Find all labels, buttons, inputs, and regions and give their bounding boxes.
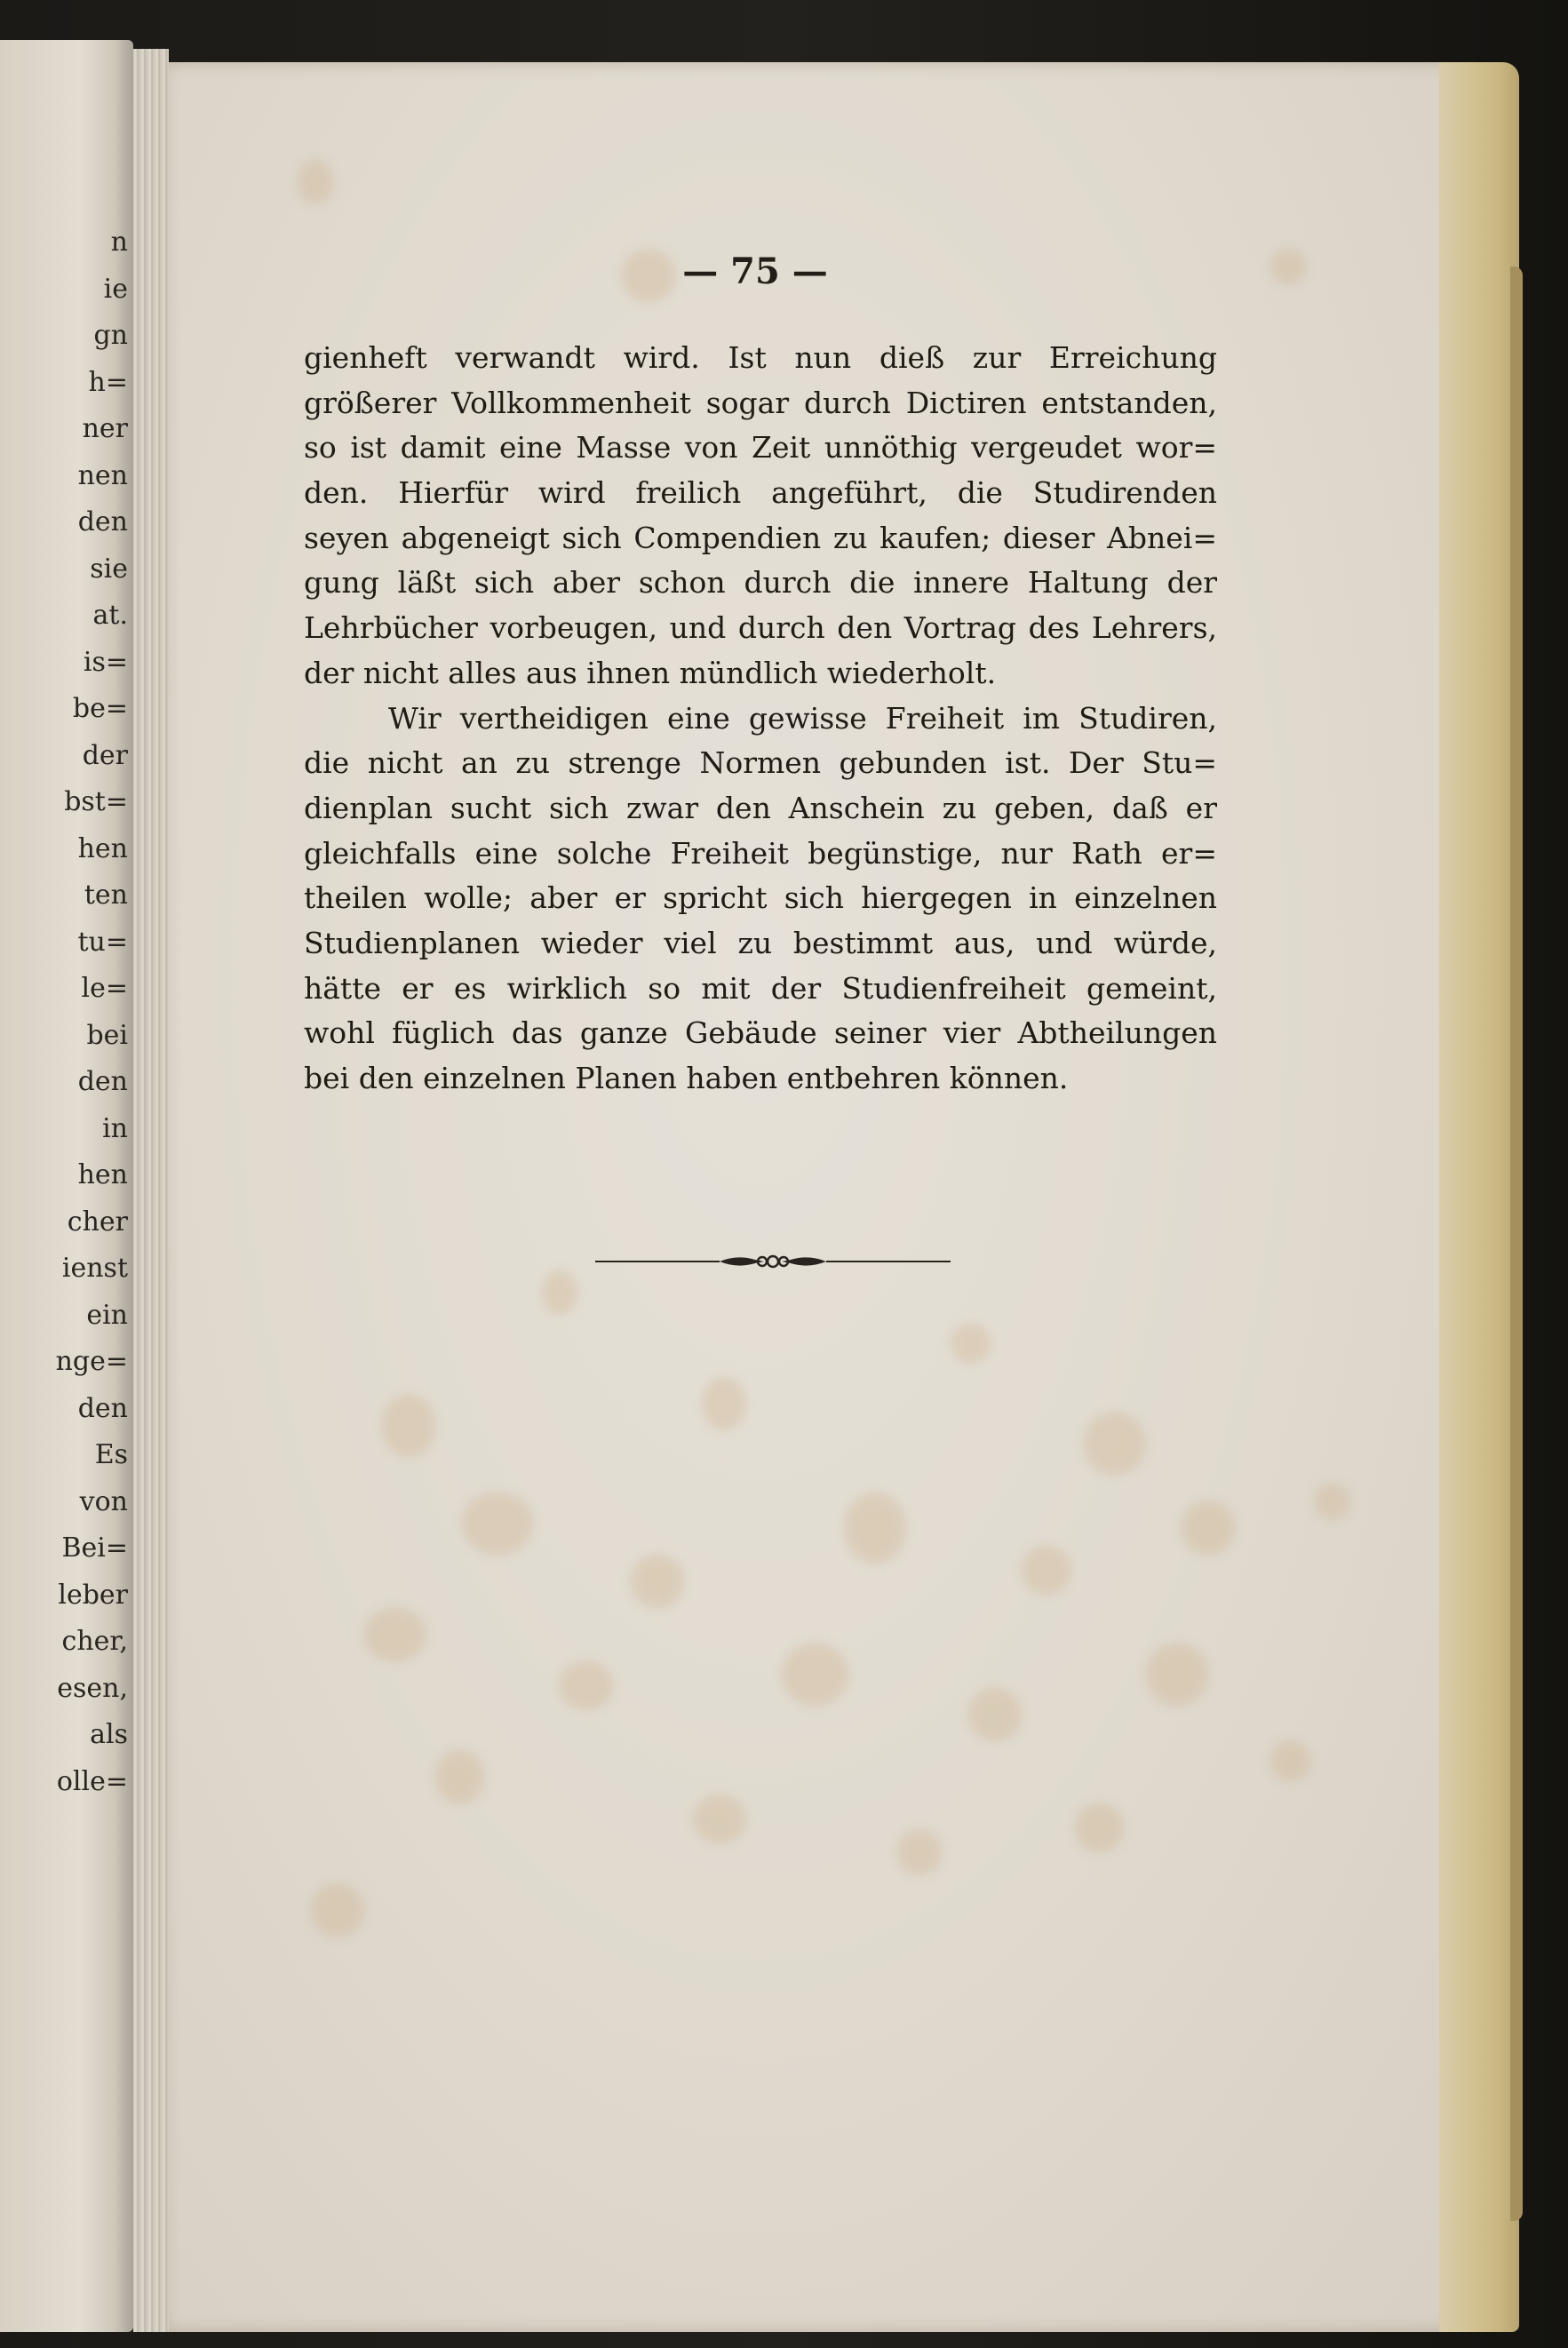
page-stack-edges (133, 49, 169, 2332)
text-line: gienheft verwandt wird. Ist nun dieß zur Erreichung (304, 340, 1217, 375)
text-line: gung läßt sich aber schon durch die innere Haltung der (304, 565, 1217, 601)
foxing-spot (897, 1830, 942, 1874)
foxing-spot (1084, 1413, 1146, 1475)
previous-page-fragment: esen, (57, 1672, 128, 1704)
previous-page-fragment: hen (77, 1159, 128, 1190)
previous-page-fragment: in (102, 1112, 128, 1144)
foxing-spot (560, 1661, 613, 1710)
foxing-spot (844, 1492, 906, 1564)
previous-page-fragment: ie (103, 273, 128, 305)
previous-page-fragment: sie (90, 553, 128, 585)
text-line: Wir vertheidigen eine gewisse Freiheit im Studiren, (388, 700, 1217, 736)
foxing-spot (951, 1324, 991, 1364)
text-line: der nicht alles aus ihnen mündlich wiederholt. (304, 655, 997, 690)
previous-page-fragment: den (77, 506, 128, 537)
text-line: die nicht an zu strenge Normen gebunden ist. Der Stu= (304, 745, 1217, 781)
previous-page-fragment: bst= (64, 786, 128, 817)
foxing-spot (1146, 1644, 1208, 1706)
page-number: — 75 — (682, 251, 828, 292)
previous-page-fragment: tu= (77, 926, 128, 958)
body-text (304, 336, 1217, 1102)
previous-page-fragment: den (77, 1066, 128, 1097)
previous-page-fragment: olle= (56, 1765, 128, 1797)
previous-page-fragment: ner (82, 413, 128, 444)
previous-page-fragment: leber (58, 1579, 128, 1611)
text-line: den. Hierfür wird freilich angeführt, die Studirenden (304, 475, 1217, 511)
foxing-spot (1075, 1803, 1124, 1852)
foxing-spot (542, 1270, 577, 1315)
previous-page-edge (0, 40, 133, 2332)
previous-page-fragment: ienst (61, 1253, 128, 1284)
foxing-spot (693, 1795, 746, 1843)
previous-page-fragment: ten (84, 880, 128, 911)
previous-page-fragment: n (110, 227, 128, 258)
previous-page-fragment: cher (67, 1206, 128, 1238)
foxing-spot (1022, 1546, 1071, 1595)
foxing-spot (1182, 1501, 1235, 1555)
previous-page-fragment: cher, (61, 1626, 128, 1657)
foxing-spot (1270, 249, 1306, 284)
previous-page-fragment: be= (72, 693, 128, 724)
tailpiece-ornament-icon (595, 1244, 951, 1279)
foxing-spot (631, 1555, 684, 1608)
text-line: hätte er es wirklich so mit der Studienfreiheit gemeint, (304, 970, 1217, 1006)
previous-page-fragment: nen (77, 459, 128, 491)
previous-page-fragment: von (79, 1485, 128, 1517)
previous-page-fragment: als (90, 1719, 128, 1750)
text-line: dienplan sucht sich zwar den Anschein zu geben, daß er (304, 790, 1217, 825)
page-fore-edge-shadow (1510, 267, 1523, 2221)
previous-page-fragment: der (82, 739, 128, 771)
previous-page-fragment: nge= (55, 1346, 128, 1377)
previous-page-fragment: h= (88, 366, 128, 398)
text-line: größerer Vollkommenheit sogar durch Dictiren entstanden, (304, 385, 1217, 420)
text-line: gleichfalls eine solche Freiheit begünstige, nur Rath er= (304, 835, 1217, 871)
foxing-spot (364, 1608, 426, 1661)
foxing-spot (382, 1395, 435, 1457)
text-line: theilen wolle; aber er spricht sich hiergegen in einzelnen (304, 880, 1217, 916)
foxing-spot (782, 1644, 848, 1706)
text-line: Lehrbücher vorbeugen, und durch den Vortrag des Lehrers, (304, 610, 1217, 646)
text-line: seyen abgeneigt sich Compendien zu kaufen; dieser Abnei= (304, 520, 1217, 555)
previous-page-fragment: le= (81, 973, 128, 1004)
foxing-spot (1270, 1741, 1310, 1781)
previous-page-fragment: den (77, 1392, 128, 1424)
previous-page-fragment: is= (83, 646, 128, 678)
previous-page-fragment: Es (94, 1439, 128, 1470)
previous-page-fragment: ein (86, 1299, 128, 1331)
previous-page-fragment: at. (92, 600, 128, 631)
foxing-spot (1315, 1484, 1350, 1519)
foxing-spot (968, 1688, 1022, 1741)
foxing-spot (298, 160, 333, 204)
previous-page-fragment: Bei= (61, 1532, 128, 1564)
text-line: wohl füglich das ganze Gebäude seiner vier Abtheilungen (304, 1015, 1217, 1051)
foxing-spot (462, 1492, 533, 1555)
previous-page-fragment: hen (77, 832, 128, 864)
foxing-spot (435, 1750, 484, 1803)
foxing-spot (311, 1883, 364, 1937)
previous-page-fragment: bei (86, 1019, 128, 1051)
text-line: so ist damit eine Masse von Zeit unnöthig vergeudet wor= (304, 430, 1217, 466)
text-line: bei den einzelnen Planen haben entbehren können. (304, 1061, 1069, 1095)
previous-page-fragment: gn (93, 320, 128, 351)
text-line: Studienplanen wieder viel zu bestimmt aus, und würde, (304, 925, 1217, 960)
foxing-spot (702, 1377, 746, 1430)
page-fore-edge (1439, 62, 1519, 2332)
